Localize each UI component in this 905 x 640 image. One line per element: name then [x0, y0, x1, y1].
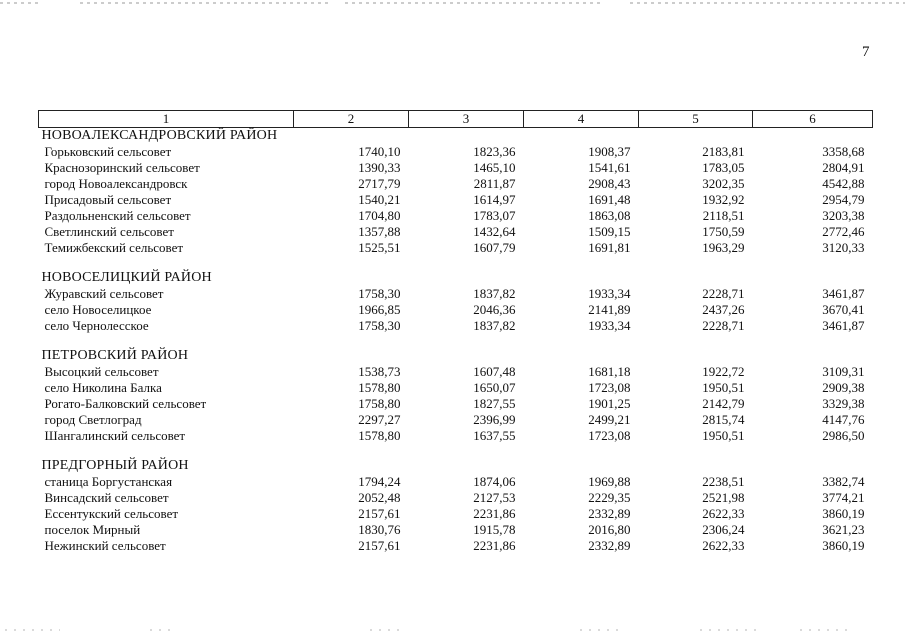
settlement-name: город Светлоград	[44, 412, 142, 427]
value-cell: 2231,86	[473, 538, 516, 553]
page-number: 7	[862, 44, 870, 60]
settlement-name: Ессентукский сельсовет	[44, 506, 179, 521]
settlement-name: Нежинский сельсовет	[44, 538, 166, 553]
settlement-name: Рогато-Балковский сельсовет	[44, 396, 207, 411]
value-cell: 1830,76	[358, 522, 401, 537]
value-cell: 3461,87	[822, 318, 865, 333]
column-header: 4	[524, 111, 639, 128]
value-cell: 1783,05	[702, 160, 745, 175]
value-cell: 2811,87	[473, 176, 516, 191]
value-cell: 4542,88	[822, 176, 865, 191]
value-cell: 2046,36	[473, 302, 516, 317]
value-cell: 2499,21	[588, 412, 631, 427]
table-row	[39, 364, 873, 380]
value-cell: 2238,51	[702, 474, 745, 489]
value-cell: 2717,79	[358, 176, 401, 191]
scan-top-artifact-lines	[0, 0, 905, 10]
section-spacer	[39, 334, 873, 348]
value-cell: 1607,79	[473, 240, 516, 255]
value-cell: 2622,33	[702, 538, 745, 553]
settlement-name: станица Боргустанская	[44, 474, 173, 489]
value-cell: 2622,33	[702, 506, 745, 521]
value-cell: 2228,71	[702, 286, 745, 301]
settlement-name: Светлинский сельсовет	[44, 224, 174, 239]
value-cell: 3382,74	[822, 474, 865, 489]
settlement-name: Винсадский сельсовет	[44, 490, 169, 505]
value-cell: 1607,48	[473, 364, 516, 379]
settlement-name: село Николина Балка	[44, 380, 162, 395]
value-cell: 3774,21	[822, 490, 865, 505]
column-header: 1	[39, 111, 294, 128]
table-row	[39, 240, 873, 256]
value-cell: 2908,43	[588, 176, 631, 191]
value-cell: 3202,35	[702, 176, 745, 191]
value-cell: 1783,07	[473, 208, 516, 223]
value-cell: 1723,08	[588, 428, 631, 443]
value-cell: 2909,38	[822, 380, 865, 395]
table-row	[39, 302, 873, 318]
value-cell: 1933,34	[588, 286, 631, 301]
value-cell: 1541,61	[588, 160, 631, 175]
district-header-row	[39, 270, 873, 286]
value-cell: 2127,53	[473, 490, 516, 505]
value-cell: 2521,98	[702, 490, 745, 505]
value-cell: 2052,48	[358, 490, 401, 505]
table-row	[39, 192, 873, 208]
table-body	[39, 128, 873, 555]
value-cell: 1723,08	[588, 380, 631, 395]
table-row	[39, 538, 873, 554]
settlement-name: Журавский сельсовет	[44, 286, 164, 301]
value-cell: 1874,06	[473, 474, 516, 489]
table-row	[39, 490, 873, 506]
value-cell: 1823,36	[473, 144, 516, 159]
value-cell: 3329,38	[822, 396, 865, 411]
settlement-name: Горьковский сельсовет	[44, 144, 172, 159]
value-cell: 2986,50	[822, 428, 865, 443]
value-cell: 1740,10	[358, 144, 401, 159]
settlement-name: Высоцкий сельсовет	[44, 364, 159, 379]
value-cell: 2228,71	[702, 318, 745, 333]
value-cell: 1538,73	[358, 364, 401, 379]
settlement-name: Краснозоринский сельсовет	[44, 160, 200, 175]
value-cell: 3860,19	[822, 538, 865, 553]
value-cell: 1540,21	[358, 192, 401, 207]
section-spacer	[39, 444, 873, 458]
value-cell: 1837,82	[473, 286, 516, 301]
value-cell: 1758,30	[358, 286, 401, 301]
value-cell: 1950,51	[702, 380, 745, 395]
scan-bottom-artifact-lines	[0, 624, 905, 638]
settlement-name: Шангалинский сельсовет	[44, 428, 186, 443]
column-header: 3	[409, 111, 524, 128]
settlement-name: Присадовый сельсовет	[44, 192, 172, 207]
value-cell: 1908,37	[588, 144, 631, 159]
settlement-name: город Новоалександровск	[44, 176, 188, 191]
value-cell: 1966,85	[358, 302, 401, 317]
value-cell: 1637,55	[473, 428, 516, 443]
table-row	[39, 428, 873, 444]
value-cell: 3670,41	[822, 302, 865, 317]
value-cell: 1691,48	[588, 192, 631, 207]
value-cell: 2396,99	[473, 412, 516, 427]
table-row	[39, 224, 873, 240]
value-cell: 1750,59	[702, 224, 745, 239]
value-cell: 3621,23	[822, 522, 865, 537]
value-cell: 3109,31	[822, 364, 865, 379]
column-number-header-row	[39, 111, 873, 128]
value-cell: 3860,19	[822, 506, 865, 521]
value-cell: 1969,88	[588, 474, 631, 489]
value-cell: 1681,18	[588, 364, 631, 379]
value-cell: 2297,27	[358, 412, 401, 427]
value-cell: 3203,38	[822, 208, 865, 223]
value-cell: 1932,92	[702, 192, 745, 207]
district-name: НОВОСЕЛИЦКИЙ РАЙОН	[41, 270, 212, 285]
table-row	[39, 380, 873, 396]
value-cell: 2157,61	[358, 506, 401, 521]
district-header-row	[39, 458, 873, 474]
value-cell: 1863,08	[588, 208, 631, 223]
value-cell: 1915,78	[473, 522, 516, 537]
value-cell: 2804,91	[822, 160, 865, 175]
district-name: ПЕТРОВСКИЙ РАЙОН	[41, 348, 189, 363]
value-cell: 1950,51	[702, 428, 745, 443]
value-cell: 1525,51	[358, 240, 401, 255]
value-cell: 2231,86	[473, 506, 516, 521]
district-header-row	[39, 348, 873, 364]
settlement-name: Темижбекский сельсовет	[44, 240, 184, 255]
table-row	[39, 412, 873, 428]
value-cell: 1758,80	[358, 396, 401, 411]
district-name: НОВОАЛЕКСАНДРОВСКИЙ РАЙОН	[41, 128, 278, 143]
value-cell: 2118,51	[702, 208, 745, 223]
value-cell: 1704,80	[358, 208, 401, 223]
value-cell: 1827,55	[473, 396, 516, 411]
value-cell: 2229,35	[588, 490, 631, 505]
data-table	[38, 110, 873, 554]
table-row	[39, 474, 873, 490]
table-row	[39, 160, 873, 176]
column-header: 5	[639, 111, 753, 128]
table-row	[39, 318, 873, 334]
value-cell: 1758,30	[358, 318, 401, 333]
value-cell: 2815,74	[702, 412, 745, 427]
value-cell: 1837,82	[473, 318, 516, 333]
table-row	[39, 286, 873, 302]
table-row	[39, 176, 873, 192]
value-cell: 1901,25	[588, 396, 631, 411]
value-cell: 1509,15	[588, 224, 631, 239]
section-spacer	[39, 256, 873, 270]
value-cell: 3461,87	[822, 286, 865, 301]
settlement-name: село Чернолесское	[44, 318, 149, 333]
settlement-name: село Новоселицкое	[44, 302, 152, 317]
table-row	[39, 144, 873, 160]
value-cell: 1922,72	[702, 364, 745, 379]
value-cell: 1614,97	[473, 192, 516, 207]
value-cell: 2141,89	[588, 302, 631, 317]
settlement-name: поселок Мирный	[44, 522, 141, 537]
value-cell: 1578,80	[358, 428, 401, 443]
value-cell: 2183,81	[702, 144, 745, 159]
value-cell: 1357,88	[358, 224, 401, 239]
district-name: ПРЕДГОРНЫЙ РАЙОН	[41, 458, 189, 473]
value-cell: 2157,61	[358, 538, 401, 553]
column-header: 6	[753, 111, 873, 128]
value-cell: 1963,29	[702, 240, 745, 255]
value-cell: 2332,89	[588, 506, 631, 521]
value-cell: 1691,81	[588, 240, 631, 255]
value-cell: 1465,10	[473, 160, 516, 175]
value-cell: 4147,76	[822, 412, 865, 427]
value-cell: 1578,80	[358, 380, 401, 395]
table-row	[39, 208, 873, 224]
column-header: 2	[294, 111, 409, 128]
value-cell: 2142,79	[702, 396, 745, 411]
value-cell: 1390,33	[358, 160, 401, 175]
district-header-row	[39, 128, 873, 145]
value-cell: 3120,33	[822, 240, 865, 255]
value-cell: 2306,24	[702, 522, 745, 537]
table-row	[39, 522, 873, 538]
value-cell: 1432,64	[473, 224, 516, 239]
value-cell: 2332,89	[588, 538, 631, 553]
table-row	[39, 506, 873, 522]
settlement-name: Раздольненский сельсовет	[44, 208, 191, 223]
value-cell: 1933,34	[588, 318, 631, 333]
value-cell: 1650,07	[473, 380, 516, 395]
table-row	[39, 396, 873, 412]
value-cell: 2437,26	[702, 302, 745, 317]
value-cell: 2772,46	[822, 224, 865, 239]
value-cell: 2016,80	[588, 522, 631, 537]
value-cell: 2954,79	[822, 192, 865, 207]
value-cell: 1794,24	[358, 474, 401, 489]
value-cell: 3358,68	[822, 144, 865, 159]
